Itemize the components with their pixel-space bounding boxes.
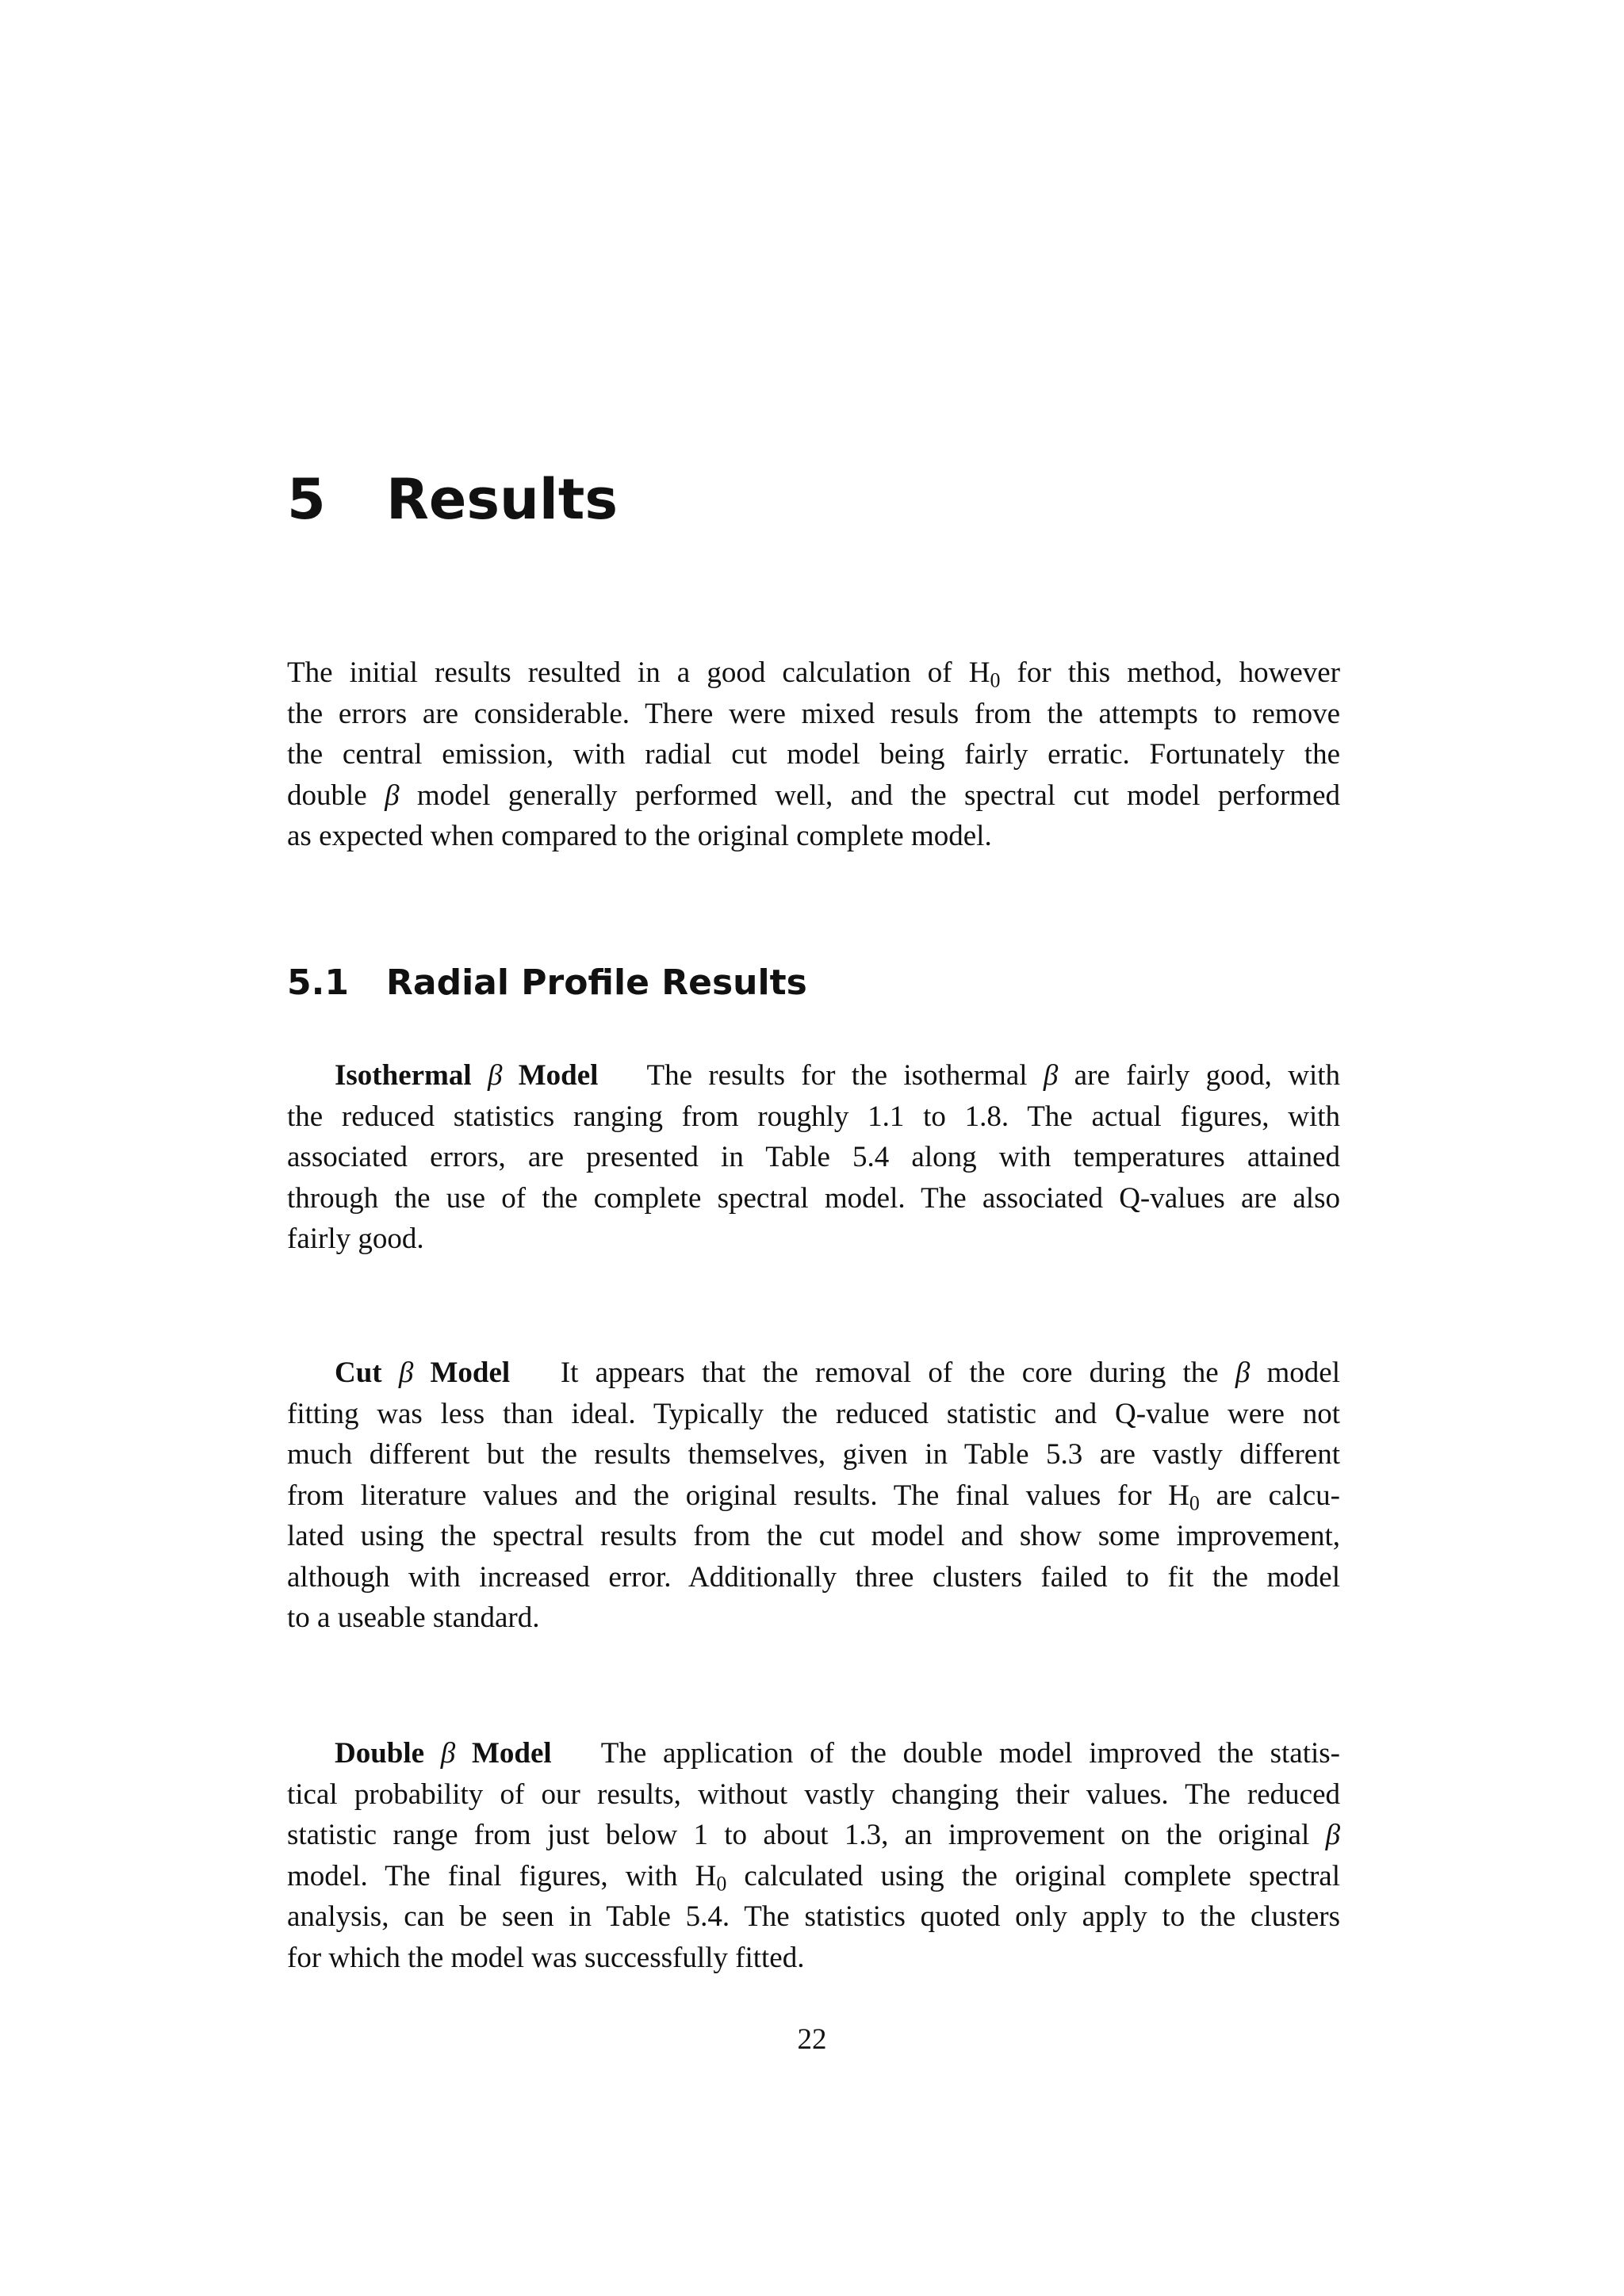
text-line (287, 652, 1340, 694)
text-line (287, 1733, 1340, 1774)
text-line (287, 1815, 1340, 1856)
text-run: are calcu- (1199, 1479, 1340, 1512)
beta-symbol: β (1043, 1059, 1059, 1092)
text-line: lated using the spectral results from the cut model and show some improvement, (287, 1520, 1340, 1552)
cut-model-paragraph (287, 1353, 1340, 1639)
text-run: statistic range from just below 1 to about 1.3, an improvement on the original (287, 1819, 1326, 1851)
text-run: Cut (335, 1357, 399, 1389)
text-line (287, 1353, 1340, 1394)
text-run: Model (455, 1737, 552, 1770)
text-run: Model (413, 1357, 511, 1389)
text-line (287, 1055, 1340, 1096)
beta-symbol: β (385, 779, 400, 812)
section-title: Radial Profile Results (386, 962, 807, 1003)
chapter-heading (287, 464, 618, 535)
chapter-number: 5 (287, 467, 326, 532)
text-line: tical probability of our results, without vastly changing their values. The reduced (287, 1777, 1340, 1811)
text-line: associated errors, are presented in Table 5.4 along with temperatures attained (287, 1141, 1340, 1173)
text-run: Model (502, 1059, 599, 1092)
text-run: from literature values and the original results. The final values for H (287, 1479, 1189, 1512)
intro-paragraph (287, 652, 1340, 857)
text-line: although with increased error. Additionally three clusters failed to fit the model (287, 1560, 1340, 1594)
text-run: The results for the isothermal (646, 1059, 1044, 1092)
text-line (287, 1475, 1340, 1517)
text-run: The application of the double model improved the statis- (600, 1737, 1341, 1770)
text-line: the central emission, with radial cut model being fairly erratic. Fortunately the (287, 738, 1340, 771)
text-line: fitting was less than ideal. Typically the reduced statistic and Q-value were not (287, 1397, 1340, 1430)
section-heading (287, 959, 807, 1007)
text-line: fairly good. (287, 1223, 424, 1255)
beta-symbol: β (1325, 1819, 1340, 1851)
text-run: model. The final figures, with H (287, 1859, 717, 1892)
text-line: for which the model was successfully fitted. (287, 1941, 805, 1974)
text-run: It appears that the removal of the core during the (560, 1357, 1235, 1389)
subscript: 0 (716, 1871, 727, 1895)
text-run: double (287, 779, 385, 812)
paragraph-lead (335, 1737, 552, 1770)
text-line (287, 1856, 1340, 1897)
text-run: for this method, however (1000, 656, 1340, 689)
text-run: Isothermal (335, 1059, 488, 1092)
beta-symbol: β (398, 1357, 414, 1389)
text-run: calculated using the original complete spectral (726, 1859, 1340, 1892)
chapter-title: Results (386, 467, 618, 532)
text-line: much different but the results themselves, given in Table 5.3 are vastly different (287, 1438, 1340, 1471)
text-run: model (1250, 1357, 1341, 1389)
beta-symbol: β (487, 1059, 503, 1092)
text-line: to a useable standard. (287, 1601, 540, 1634)
text-run: are fairly good, with (1058, 1059, 1340, 1092)
beta-symbol: β (1235, 1357, 1251, 1389)
text-run: Double (335, 1737, 441, 1770)
text-line (287, 775, 1340, 817)
subscript: 0 (990, 668, 1001, 692)
subscript: 0 (1189, 1490, 1200, 1514)
text-line: the reduced statistics ranging from roughly 1.1 to 1.8. The actual figures, with (287, 1100, 1340, 1133)
text-line: as expected when compared to the original complete model. (287, 820, 992, 852)
text-line: analysis, can be seen in Table 5.4. The statistics quoted only apply to the clusters (287, 1900, 1340, 1933)
beta-symbol: β (440, 1737, 456, 1770)
paragraph-lead (335, 1357, 510, 1389)
isothermal-paragraph (287, 1055, 1340, 1260)
double-model-paragraph (287, 1733, 1340, 1978)
section-number: 5.1 (287, 962, 349, 1003)
text-run: The initial results resulted in a good calculation of H (287, 656, 990, 689)
page-number: 22 (797, 2023, 827, 2056)
paragraph-lead (335, 1059, 598, 1092)
text-line: the errors are considerable. There were mixed resuls from the attempts to remove (287, 697, 1340, 730)
text-run: model generally performed well, and the spectral cut model performed (399, 779, 1340, 812)
text-line: through the use of the complete spectral model. The associated Q-values are also (287, 1181, 1340, 1215)
